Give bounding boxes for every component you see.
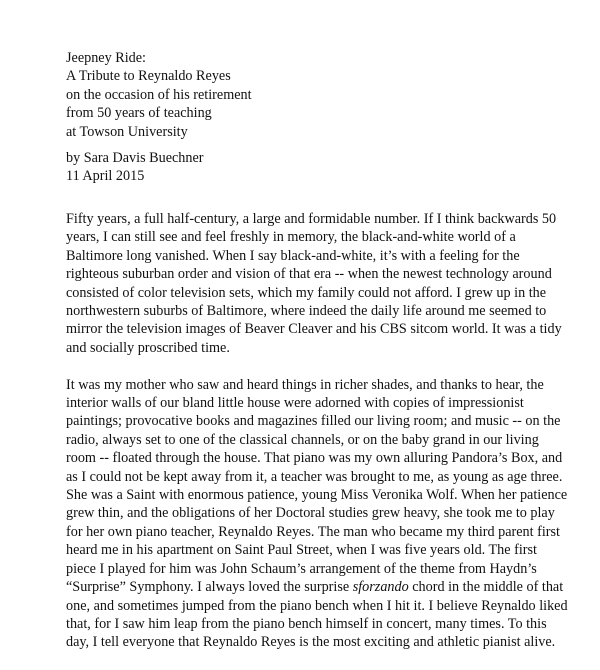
author-line: by Sara Davis Buechner <box>66 150 204 166</box>
text-line: Fifty years, a full half-century, a large and formidable number. If I think backwards 50 <box>66 211 557 227</box>
text-line: room -- floated through the house. That piano was my own alluring Pandora’s Box, and <box>66 450 563 467</box>
text-line: heard me in his apartment on Saint Paul Street, when I was five years old. The first <box>66 542 537 559</box>
text-line: for her own piano teacher, Reynaldo Reyes. The man who became my third parent first <box>66 523 560 540</box>
title-line: Jeepney Ride: <box>66 50 146 66</box>
text-line: grew thin, and the obligations of her Doctoral studies grew heavy, she took me to play <box>66 505 555 522</box>
text-line: She was a Saint with enormous patience, young Miss Veronika Wolf. When her patience <box>66 487 568 504</box>
text-line: consisted of color television sets, which my family could not afford. I grew up in the <box>66 284 547 301</box>
italic-term: sforzando <box>352 579 409 596</box>
text-line: and socially proscribed time. <box>66 339 230 356</box>
subtitle-line: at Towson University <box>66 123 188 140</box>
text-line: as I could not be kept away from it, a teacher was brought to me, as young as age three. <box>66 468 563 485</box>
text-line: righteous suburban order and vision of that era -- when the newest technology around <box>66 266 552 283</box>
text-segment: chord in the middle of that <box>408 579 564 596</box>
text-line: interior walls of our bland little house were adorned with copies of impressionist <box>66 395 524 412</box>
date-line: 11 April 2015 <box>66 168 145 185</box>
subtitle-line: on the occasion of his retirement <box>66 86 252 103</box>
paragraph-2 <box>66 376 568 652</box>
title-block <box>66 49 252 141</box>
text-line: one, and sometimes jumped from the piano bench when I hit it. I believe Reynaldo liked <box>66 597 568 614</box>
text-line: northwestern suburbs of Baltimore, where indeed the daily life around me seemed to <box>66 303 547 320</box>
subtitle-line: from 50 years of teaching <box>66 105 212 122</box>
text-line: that, for I saw him leap from the piano bench himself in concert, many times. To this <box>66 615 547 632</box>
paragraph-1 <box>66 210 562 357</box>
byline <box>66 149 204 186</box>
subtitle-line: A Tribute to Reynaldo Reyes <box>66 68 231 85</box>
body-text <box>66 210 568 670</box>
text-segment: “Surprise” Symphony. I always loved the surprise <box>66 579 353 596</box>
text-line: It was my mother who saw and heard things in richer shades, and thanks to hear, the <box>66 376 544 393</box>
text-line: radio, always set to one of the classical channels, or on the baby grand in our living <box>66 431 539 448</box>
text-line: Baltimore long vanished. When I say black-and-white, it’s with a feeling for the <box>66 247 520 264</box>
text-line: day, I tell everyone that Reynaldo Reyes is the most exciting and athletic pianist alive. <box>66 634 556 651</box>
text-line: years, I can still see and feel freshly in memory, the black-and-white world of a <box>66 229 516 246</box>
text-line: paintings; provocative books and magazines filled our living room; and music -- on the <box>66 413 561 430</box>
text-line <box>66 578 564 596</box>
text-line: mirror the television images of Beaver Cleaver and his CBS sitcom world. It was a tidy <box>66 321 562 338</box>
text-line: piece I played for him was John Schaum’s arrangement of the theme from Haydn’s <box>66 560 537 577</box>
